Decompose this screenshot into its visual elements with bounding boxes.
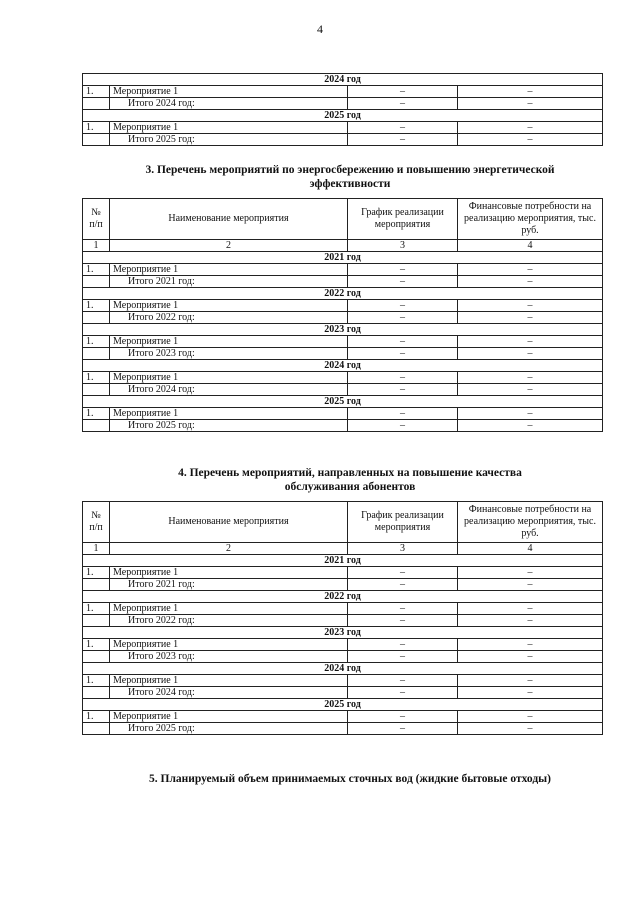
total-row xyxy=(83,384,603,396)
column-header: № п/п xyxy=(83,502,110,543)
financing-value: – xyxy=(458,579,603,591)
financing-value: – xyxy=(458,264,603,276)
year-row xyxy=(83,252,603,264)
financing-value: – xyxy=(458,723,603,735)
schedule-value: – xyxy=(348,98,458,110)
activity-name: Мероприятие 1 xyxy=(110,122,348,134)
total-label: Итого 2021 год: xyxy=(110,579,348,591)
row-number: 1. xyxy=(83,639,110,651)
financing-value: – xyxy=(458,122,603,134)
column-header: Наименование мероприятия xyxy=(110,199,348,240)
row-number xyxy=(83,348,110,360)
schedule-value: – xyxy=(348,603,458,615)
schedule-value: – xyxy=(348,348,458,360)
row-number: 1. xyxy=(83,372,110,384)
schedule-value: – xyxy=(348,639,458,651)
year-label: 2025 год xyxy=(83,699,603,711)
row-number: 1. xyxy=(83,711,110,723)
total-label: Итого 2022 год: xyxy=(110,615,348,627)
row-number: 1. xyxy=(83,567,110,579)
row-number xyxy=(83,276,110,288)
table-body xyxy=(83,74,603,146)
column-number: 4 xyxy=(458,240,603,252)
table-row xyxy=(83,372,603,384)
table-row xyxy=(83,639,603,651)
total-label: Итого 2024 год: xyxy=(110,687,348,699)
financing-value: – xyxy=(458,98,603,110)
table-row xyxy=(83,603,603,615)
schedule-value: – xyxy=(348,372,458,384)
activity-name: Мероприятие 1 xyxy=(110,336,348,348)
total-row xyxy=(83,348,603,360)
financing-value: – xyxy=(458,603,603,615)
financing-value: – xyxy=(458,420,603,432)
total-label: Итого 2022 год: xyxy=(110,312,348,324)
total-row xyxy=(83,420,603,432)
activity-name: Мероприятие 1 xyxy=(110,675,348,687)
section-3-title xyxy=(100,163,600,191)
total-row xyxy=(83,687,603,699)
table-row xyxy=(83,675,603,687)
row-number xyxy=(83,615,110,627)
header-row xyxy=(83,502,603,543)
row-number: 1. xyxy=(83,603,110,615)
schedule-value: – xyxy=(348,687,458,699)
table-row xyxy=(83,336,603,348)
financing-value: – xyxy=(458,615,603,627)
table-energy-saving xyxy=(82,198,603,432)
schedule-value: – xyxy=(348,134,458,146)
year-row xyxy=(83,699,603,711)
column-number: 1 xyxy=(83,543,110,555)
year-label: 2023 год xyxy=(83,627,603,639)
section-5-title: 5. Планируемый объем принимаемых сточных вод (жидкие бытовые отходы) xyxy=(149,773,551,785)
table-continued xyxy=(82,73,603,146)
column-number: 1 xyxy=(83,240,110,252)
financing-value: – xyxy=(458,134,603,146)
schedule-value: – xyxy=(348,711,458,723)
row-number xyxy=(83,134,110,146)
column-header: Наименование мероприятия xyxy=(110,502,348,543)
column-number: 3 xyxy=(348,240,458,252)
section-4-title-line2: обслуживания абонентов xyxy=(284,481,416,493)
year-row xyxy=(83,591,603,603)
column-header: График реализации мероприятия xyxy=(348,502,458,543)
column-number-row xyxy=(83,240,603,252)
total-label: Итого 2025 год: xyxy=(110,723,348,735)
row-number xyxy=(83,312,110,324)
section-3-title-line1: 3. Перечень мероприятий по энергосбережению и повышению энергетической xyxy=(145,164,555,176)
schedule-value: – xyxy=(348,408,458,420)
year-label: 2023 год xyxy=(83,324,603,336)
row-number: 1. xyxy=(83,300,110,312)
financing-value: – xyxy=(458,651,603,663)
schedule-value: – xyxy=(348,675,458,687)
financing-value: – xyxy=(458,384,603,396)
year-label: 2025 год xyxy=(83,110,603,122)
row-number xyxy=(83,579,110,591)
year-row xyxy=(83,396,603,408)
schedule-value: – xyxy=(348,615,458,627)
financing-value: – xyxy=(458,675,603,687)
column-number: 4 xyxy=(458,543,603,555)
table-row xyxy=(83,122,603,134)
row-number xyxy=(83,420,110,432)
column-number: 2 xyxy=(110,240,348,252)
table-row xyxy=(83,300,603,312)
table-row xyxy=(83,264,603,276)
column-number: 3 xyxy=(348,543,458,555)
schedule-value: – xyxy=(348,300,458,312)
year-row xyxy=(83,627,603,639)
column-header: Финансовые потребности на реализацию мероприятия, тыс. руб. xyxy=(458,502,603,543)
year-row xyxy=(83,110,603,122)
year-label: 2022 год xyxy=(83,288,603,300)
total-row xyxy=(83,98,603,110)
financing-value: – xyxy=(458,408,603,420)
total-label: Итого 2024 год: xyxy=(110,384,348,396)
table-row xyxy=(83,711,603,723)
table-body xyxy=(83,199,603,432)
year-label: 2021 год xyxy=(83,252,603,264)
row-number: 1. xyxy=(83,122,110,134)
column-number-row xyxy=(83,543,603,555)
year-label: 2025 год xyxy=(83,396,603,408)
schedule-value: – xyxy=(348,651,458,663)
financing-value: – xyxy=(458,687,603,699)
year-label: 2024 год xyxy=(83,663,603,675)
row-number: 1. xyxy=(83,86,110,98)
activity-name: Мероприятие 1 xyxy=(110,408,348,420)
column-header: График реализации мероприятия xyxy=(348,199,458,240)
total-label: Итого 2024 год: xyxy=(110,98,348,110)
financing-value: – xyxy=(458,567,603,579)
activity-name: Мероприятие 1 xyxy=(110,603,348,615)
row-number xyxy=(83,384,110,396)
financing-value: – xyxy=(458,276,603,288)
row-number: 1. xyxy=(83,336,110,348)
financing-value: – xyxy=(458,348,603,360)
total-label: Итого 2021 год: xyxy=(110,276,348,288)
column-number: 2 xyxy=(110,543,348,555)
total-row xyxy=(83,579,603,591)
header-row xyxy=(83,199,603,240)
schedule-value: – xyxy=(348,312,458,324)
section-4-title xyxy=(100,466,600,494)
table-row xyxy=(83,86,603,98)
schedule-value: – xyxy=(348,384,458,396)
section-3-title-line2: эффективности xyxy=(309,178,391,190)
table-row xyxy=(83,567,603,579)
activity-name: Мероприятие 1 xyxy=(110,86,348,98)
activity-name: Мероприятие 1 xyxy=(110,711,348,723)
financing-value: – xyxy=(458,639,603,651)
row-number xyxy=(83,687,110,699)
total-label: Итого 2023 год: xyxy=(110,651,348,663)
total-row xyxy=(83,312,603,324)
table-service-quality xyxy=(82,501,603,735)
schedule-value: – xyxy=(348,579,458,591)
column-header: № п/п xyxy=(83,199,110,240)
table-row xyxy=(83,408,603,420)
schedule-value: – xyxy=(348,86,458,98)
year-label: 2022 год xyxy=(83,591,603,603)
schedule-value: – xyxy=(348,264,458,276)
page-number: 4 xyxy=(317,22,323,36)
column-header: Финансовые потребности на реализацию мероприятия, тыс. руб. xyxy=(458,199,603,240)
year-label: 2021 год xyxy=(83,555,603,567)
row-number xyxy=(83,98,110,110)
total-label: Итого 2025 год: xyxy=(110,420,348,432)
activity-name: Мероприятие 1 xyxy=(110,639,348,651)
schedule-value: – xyxy=(348,276,458,288)
section-4-title-line1: 4. Перечень мероприятий, направленных на повышение качества xyxy=(178,467,522,479)
year-row xyxy=(83,663,603,675)
year-row xyxy=(83,360,603,372)
financing-value: – xyxy=(458,86,603,98)
total-label: Итого 2025 год: xyxy=(110,134,348,146)
row-number: 1. xyxy=(83,675,110,687)
row-number: 1. xyxy=(83,408,110,420)
year-row xyxy=(83,74,603,86)
schedule-value: – xyxy=(348,420,458,432)
financing-value: – xyxy=(458,336,603,348)
total-row xyxy=(83,134,603,146)
year-row xyxy=(83,324,603,336)
financing-value: – xyxy=(458,711,603,723)
total-row xyxy=(83,615,603,627)
year-row xyxy=(83,288,603,300)
activity-name: Мероприятие 1 xyxy=(110,264,348,276)
year-label: 2024 год xyxy=(83,74,603,86)
row-number: 1. xyxy=(83,264,110,276)
total-row xyxy=(83,276,603,288)
schedule-value: – xyxy=(348,723,458,735)
financing-value: – xyxy=(458,372,603,384)
financing-value: – xyxy=(458,300,603,312)
schedule-value: – xyxy=(348,567,458,579)
schedule-value: – xyxy=(348,122,458,134)
row-number xyxy=(83,651,110,663)
activity-name: Мероприятие 1 xyxy=(110,372,348,384)
year-label: 2024 год xyxy=(83,360,603,372)
total-row xyxy=(83,723,603,735)
financing-value: – xyxy=(458,312,603,324)
activity-name: Мероприятие 1 xyxy=(110,567,348,579)
schedule-value: – xyxy=(348,336,458,348)
year-row xyxy=(83,555,603,567)
table-body xyxy=(83,502,603,735)
row-number xyxy=(83,723,110,735)
total-label: Итого 2023 год: xyxy=(110,348,348,360)
total-row xyxy=(83,651,603,663)
activity-name: Мероприятие 1 xyxy=(110,300,348,312)
